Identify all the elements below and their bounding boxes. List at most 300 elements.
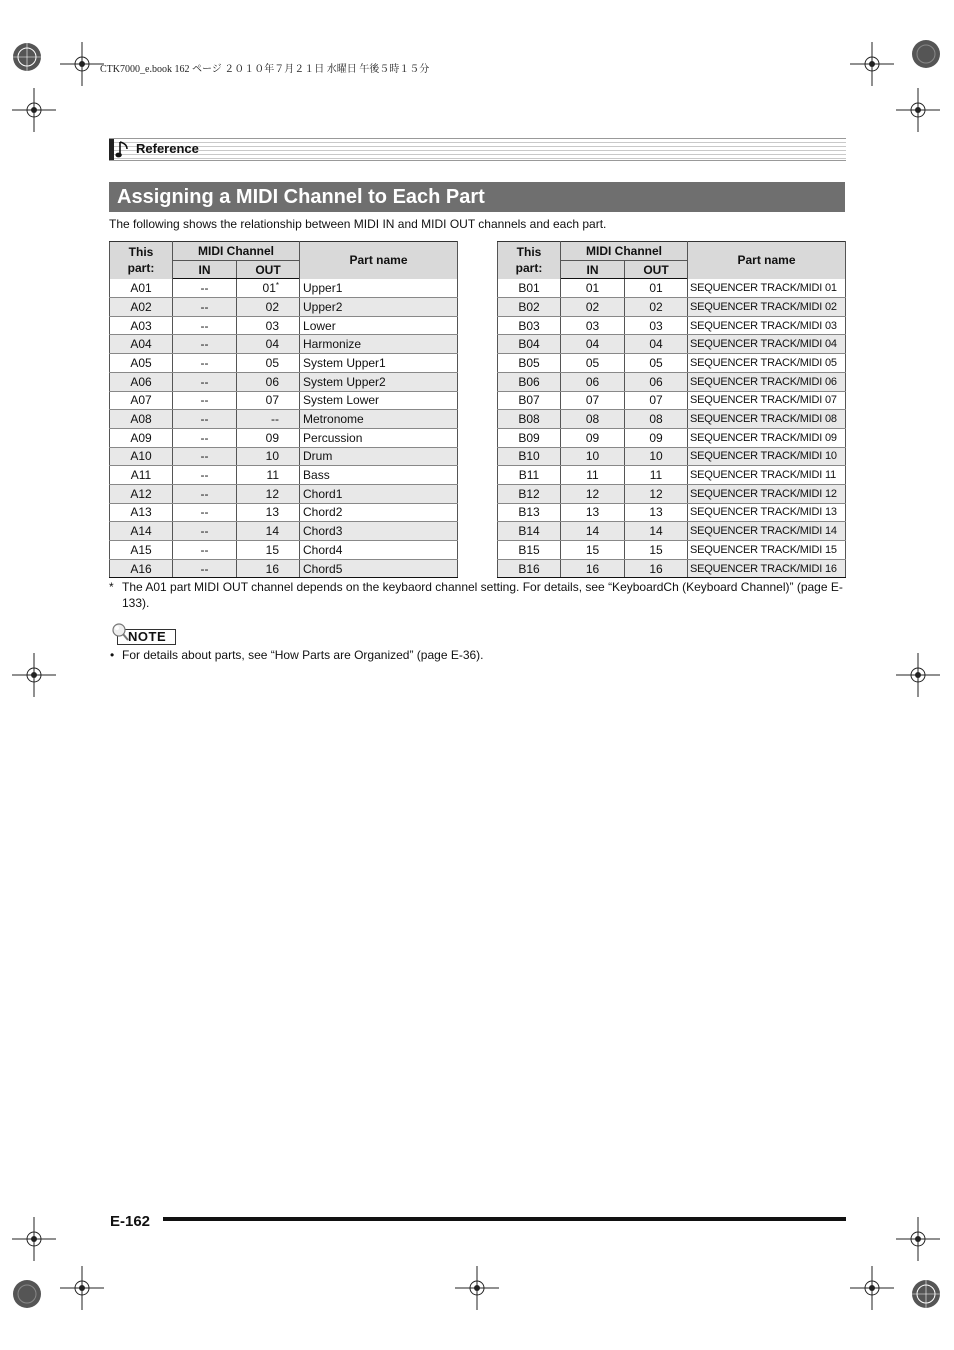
printer-slug-line: CTK7000_e.book 162 ページ ２０１０年７月２１日 水曜日 午後５時１５分: [100, 64, 430, 75]
header-part-name: Part name: [688, 242, 846, 279]
cell-part: [498, 503, 561, 522]
cell-part: [498, 559, 561, 578]
cell-midi-out-text: 14: [265, 524, 280, 539]
cell-part-name: [300, 466, 458, 485]
crosshair-mark-top-right: [848, 40, 898, 90]
cell-part-name-text: SEQUENCER TRACK/MIDI 07: [690, 394, 837, 407]
cell-midi-out-text: 05: [265, 355, 280, 370]
cell-part-text: B16: [518, 561, 540, 576]
cell-part: [498, 372, 561, 391]
cell-part-text: A05: [130, 355, 152, 370]
cell-part-name: [688, 466, 846, 485]
cell-part: [110, 428, 173, 447]
cell-part-name: [300, 316, 458, 335]
crosshair-mark-right-lower: [894, 1215, 944, 1265]
cell-part: [110, 372, 173, 391]
cell-midi-in: [561, 410, 625, 429]
cell-part-text: B14: [518, 524, 540, 539]
cell-midi-out: [237, 503, 300, 522]
header-this-part-line1: This: [128, 245, 154, 260]
cell-midi-out: [237, 447, 300, 466]
cell-midi-in: [173, 316, 237, 335]
cell-part: [110, 354, 173, 373]
header-out: OUT: [237, 260, 300, 279]
page-title-bar: [109, 182, 845, 212]
cell-midi-in: [561, 447, 625, 466]
cell-part-name-text: Chord4: [303, 542, 343, 557]
table-row: [110, 410, 458, 429]
page-number: E-162: [110, 1213, 151, 1230]
cell-midi-in-text: 13: [585, 505, 600, 520]
cell-part: [110, 447, 173, 466]
registration-mark-top-right: [900, 30, 954, 90]
header-this-part-line2: part:: [515, 261, 543, 276]
cell-part: [498, 447, 561, 466]
table-row: [110, 541, 458, 560]
header-midi-channel: MIDI Channel: [561, 242, 688, 261]
cell-part: [498, 410, 561, 429]
cell-part-name: [688, 354, 846, 373]
cell-part-name-text: Chord1: [303, 486, 343, 501]
cell-part-name: [300, 279, 458, 298]
cell-part: [498, 428, 561, 447]
table-row: [110, 372, 458, 391]
cell-part-text: A14: [130, 524, 152, 539]
cell-midi-in: [173, 447, 237, 466]
cell-part: [110, 391, 173, 410]
cell-part-name-text: SEQUENCER TRACK/MIDI 04: [690, 338, 837, 351]
cell-part-text: B01: [518, 280, 540, 295]
table-row: [498, 559, 846, 578]
cell-part-name-text: SEQUENCER TRACK/MIDI 15: [690, 543, 837, 556]
cell-part-text: A11: [130, 468, 152, 483]
cell-midi-out-text: 09: [649, 430, 663, 445]
cell-midi-in: [173, 410, 237, 429]
cell-midi-in: [561, 354, 625, 373]
cell-midi-in-text: --: [200, 393, 209, 408]
cell-midi-out-text: 03: [265, 318, 280, 333]
cell-midi-in: [561, 484, 625, 503]
cell-part: [110, 316, 173, 335]
cell-midi-in-text: --: [200, 561, 209, 576]
cell-part: [498, 541, 561, 560]
table-row: [110, 391, 458, 410]
cell-part-name: [688, 391, 846, 410]
cell-midi-in-text: 09: [585, 430, 600, 445]
cell-midi-in-text: --: [200, 449, 209, 464]
cell-part-name-text: SEQUENCER TRACK/MIDI 02: [690, 300, 837, 313]
cell-part-name: [688, 522, 846, 541]
table-row: [110, 522, 458, 541]
table-row: [498, 447, 846, 466]
cell-midi-in: [561, 466, 625, 485]
cell-part-name-text: SEQUENCER TRACK/MIDI 10: [690, 450, 837, 463]
cell-part: [110, 559, 173, 578]
cell-midi-out-text: 14: [649, 524, 663, 539]
cell-part: [498, 466, 561, 485]
header-part-name: Part name: [300, 242, 458, 279]
cell-part: [110, 335, 173, 354]
header-in: IN: [173, 260, 237, 279]
cell-midi-in-text: 10: [585, 449, 600, 464]
cell-midi-in: [173, 279, 237, 298]
crosshair-mark-left-middle: [10, 651, 60, 701]
cell-midi-out: [237, 335, 300, 354]
table-row: [498, 335, 846, 354]
cell-midi-in-text: --: [200, 299, 209, 314]
parts-table-b: [497, 241, 846, 578]
cell-midi-in: [173, 522, 237, 541]
cell-midi-out-text: 12: [265, 486, 280, 501]
crosshair-mark-right-upper: [894, 86, 944, 136]
cell-midi-out-text: 10: [265, 449, 280, 464]
cell-midi-in-text: --: [200, 374, 209, 389]
cell-part-text: B15: [518, 542, 540, 557]
registration-mark-bottom-right: [900, 1265, 954, 1325]
cell-part-name: [300, 354, 458, 373]
cell-midi-out: [237, 279, 300, 298]
cell-part-name-text: SEQUENCER TRACK/MIDI 09: [690, 431, 837, 444]
note-item: [110, 647, 484, 663]
cell-midi-out-text: 02: [265, 299, 280, 314]
cell-midi-out: [625, 428, 688, 447]
cell-midi-out-text: 07: [649, 393, 663, 408]
cell-part-name-text: SEQUENCER TRACK/MIDI 03: [690, 319, 837, 332]
cell-part-text: A09: [130, 430, 152, 445]
note-badge: [109, 622, 177, 646]
cell-midi-in: [561, 559, 625, 578]
cell-midi-out: [625, 335, 688, 354]
cell-midi-in-text: 04: [585, 337, 600, 352]
crosshair-mark-left-lower: [10, 1215, 60, 1265]
cell-midi-out: [237, 372, 300, 391]
cell-part-name-text: Metronome: [303, 412, 364, 427]
cell-part-name: [688, 559, 846, 578]
cell-midi-in-text: --: [200, 468, 209, 483]
cell-part-name-text: Percussion: [303, 430, 363, 445]
cell-part: [498, 335, 561, 354]
note-bullet: •: [110, 648, 115, 662]
cell-midi-out: [625, 391, 688, 410]
cell-part-name-text: System Lower: [303, 393, 380, 408]
cell-part-name: [300, 559, 458, 578]
page-title: Assigning a MIDI Channel to Each Part: [117, 186, 485, 208]
cell-part-text: A15: [130, 542, 152, 557]
cell-midi-in-text: --: [200, 355, 209, 370]
cell-midi-in-text: 12: [585, 486, 600, 501]
cell-part: [498, 391, 561, 410]
cell-midi-in-text: 11: [586, 468, 599, 483]
cell-midi-in-text: --: [200, 318, 209, 333]
cell-midi-out-text: 16: [265, 561, 280, 576]
cell-midi-in-text: 15: [585, 542, 600, 557]
cell-part-text: B10: [518, 449, 540, 464]
cell-midi-in-text: --: [200, 281, 209, 296]
cell-midi-in: [561, 503, 625, 522]
cell-midi-in: [561, 279, 625, 298]
cell-part: [110, 466, 173, 485]
cell-midi-out-text: 13: [265, 505, 280, 520]
cell-part-text: A16: [130, 561, 152, 576]
cell-part-name: [300, 503, 458, 522]
cell-part-text: A02: [130, 299, 152, 314]
cell-midi-out: [237, 428, 300, 447]
footer-rule: [163, 1217, 846, 1221]
cell-midi-out: [237, 410, 300, 429]
cell-part-name: [688, 372, 846, 391]
cell-midi-in-text: --: [200, 486, 209, 501]
cell-part-name: [688, 428, 846, 447]
cell-part-name: [300, 447, 458, 466]
cell-midi-out: [237, 354, 300, 373]
cell-midi-out-text: 09: [265, 430, 280, 445]
header-this-part: [110, 242, 173, 279]
cell-part: [498, 298, 561, 317]
cell-part-name-text: SEQUENCER TRACK/MIDI 06: [690, 375, 837, 388]
cell-part-text: B11: [518, 468, 540, 483]
cell-midi-in-text: 06: [585, 374, 600, 389]
cell-part-name: [688, 484, 846, 503]
cell-part: [110, 298, 173, 317]
cell-midi-out-text: 07: [265, 393, 280, 408]
table-row: [498, 410, 846, 429]
cell-part-name: [688, 316, 846, 335]
cell-midi-in: [173, 372, 237, 391]
table-row: [498, 484, 846, 503]
cell-midi-out: [625, 354, 688, 373]
cell-midi-out: [625, 447, 688, 466]
cell-midi-in-text: 16: [585, 561, 600, 576]
cell-part-name: [300, 541, 458, 560]
cell-part-name: [300, 428, 458, 447]
cell-midi-out-text: 15: [649, 542, 663, 557]
cell-part: [498, 316, 561, 335]
cell-midi-out-text: 11: [649, 468, 663, 483]
cell-part-text: B12: [518, 486, 540, 501]
table-row: [110, 335, 458, 354]
cell-part-name-text: SEQUENCER TRACK/MIDI 13: [690, 506, 837, 519]
magnifier-icon: [109, 622, 131, 649]
cell-part-name-text: SEQUENCER TRACK/MIDI 05: [690, 356, 837, 369]
cell-part-name-text: Lower: [303, 318, 336, 333]
cell-part-name-text: SEQUENCER TRACK/MIDI 12: [690, 487, 837, 500]
header-this-part-line2: part:: [127, 261, 155, 276]
footnote-asterisk: *: [109, 580, 114, 594]
cell-part-name-text: System Upper1: [303, 355, 386, 370]
cell-part-text: B09: [518, 430, 540, 445]
registration-mark-top-left: [0, 30, 60, 90]
cell-part: [498, 279, 561, 298]
cell-midi-out-text: 06: [265, 374, 280, 389]
cell-part: [110, 410, 173, 429]
table-row: [110, 354, 458, 373]
cell-part-name: [300, 410, 458, 429]
cell-midi-out-text: 16: [649, 561, 663, 576]
table-row: [110, 316, 458, 335]
cell-midi-in: [561, 522, 625, 541]
cell-midi-in: [173, 503, 237, 522]
table-row: [498, 372, 846, 391]
cell-part-text: B13: [518, 505, 540, 520]
cell-midi-in: [173, 354, 237, 373]
cell-midi-out-text: 13: [649, 505, 663, 520]
cell-part-name-text: SEQUENCER TRACK/MIDI 08: [690, 413, 837, 426]
cell-midi-in: [561, 298, 625, 317]
table-row: [110, 298, 458, 317]
cell-part-name: [300, 522, 458, 541]
footnote-ref-asterisk: *: [275, 281, 280, 291]
cell-midi-in: [561, 372, 625, 391]
cell-midi-in: [173, 335, 237, 354]
cell-part-text: B02: [518, 299, 540, 314]
cell-midi-out: [625, 372, 688, 391]
cell-midi-out: [237, 391, 300, 410]
cell-midi-in-text: 08: [585, 412, 600, 427]
cell-midi-out-text: 15: [265, 542, 280, 557]
table-row: [498, 466, 846, 485]
cell-midi-out-text: 12: [649, 486, 663, 501]
cell-midi-out-text: 10: [649, 449, 663, 464]
table-row: [110, 466, 458, 485]
table-row: [498, 541, 846, 560]
crosshair-mark-left-upper: [10, 86, 60, 136]
note-text: For details about parts, see “How Parts are Organized” (page E-36).: [122, 648, 484, 662]
cell-midi-out: [625, 410, 688, 429]
table-row: [110, 279, 458, 298]
cell-midi-out: [237, 484, 300, 503]
table-row: [498, 279, 846, 298]
header-out: OUT: [625, 260, 688, 279]
cell-midi-out-text: 02: [649, 299, 663, 314]
cell-midi-out: [625, 279, 688, 298]
cell-part-text: A12: [130, 486, 152, 501]
cell-midi-out-text: 01: [649, 281, 663, 296]
cell-part-name-text: Upper2: [303, 299, 343, 314]
header-this-part-line1: This: [516, 245, 542, 260]
cell-midi-out-text: 08: [649, 412, 663, 427]
table-row: [498, 522, 846, 541]
cell-part-text: A01: [130, 280, 152, 295]
cell-part-name-text: Harmonize: [303, 337, 362, 352]
cell-part-name-text: SEQUENCER TRACK/MIDI 11: [690, 469, 836, 482]
cell-midi-out: [237, 541, 300, 560]
cell-midi-in: [561, 428, 625, 447]
cell-part-text: A10: [130, 449, 152, 464]
cell-midi-in: [173, 298, 237, 317]
cell-midi-out-text: 06: [649, 374, 663, 389]
cell-midi-in-text: --: [200, 412, 209, 427]
cell-midi-out: [625, 316, 688, 335]
cell-part-name: [688, 298, 846, 317]
section-header-bar: [109, 138, 846, 161]
cell-part-text: B06: [518, 374, 540, 389]
table-row: [110, 447, 458, 466]
table-row: [498, 316, 846, 335]
cell-part-text: B07: [518, 393, 540, 408]
intro-text: The following shows the relationship between MIDI IN and MIDI OUT channels and each part.: [109, 217, 607, 231]
cell-part-name: [688, 335, 846, 354]
cell-midi-out: [237, 559, 300, 578]
cell-part-name: [688, 503, 846, 522]
cell-midi-in-text: --: [200, 337, 209, 352]
table-row: [110, 559, 458, 578]
crosshair-mark-bottom-right: [848, 1264, 898, 1314]
cell-part-text: A08: [130, 412, 152, 427]
header-this-part: [498, 242, 561, 279]
table-row: [498, 391, 846, 410]
music-note-icon: [115, 140, 133, 164]
table-row: [498, 428, 846, 447]
cell-midi-in: [561, 335, 625, 354]
footnote-text: The A01 part MIDI OUT channel depends on the keybaord channel setting. For details, see “KeyboardCh (Keyboard Channel)” (page E-133).: [122, 580, 843, 610]
cell-midi-out: [625, 484, 688, 503]
cell-part-name-text: Chord2: [303, 505, 343, 520]
cell-midi-in: [173, 391, 237, 410]
cell-midi-in: [561, 316, 625, 335]
cell-part-text: A07: [130, 393, 152, 408]
cell-midi-out: [625, 466, 688, 485]
cell-midi-out: [625, 522, 688, 541]
cell-midi-in: [173, 484, 237, 503]
cell-part-text: A13: [130, 505, 152, 520]
cell-part: [498, 354, 561, 373]
table-row: [110, 428, 458, 447]
cell-part-name-text: Chord3: [303, 524, 343, 539]
cell-midi-in-text: 01: [585, 281, 600, 296]
cell-part-name-text: Bass: [303, 468, 330, 483]
cell-midi-in-text: 07: [585, 393, 600, 408]
cell-part: [498, 484, 561, 503]
cell-part-name: [688, 279, 846, 298]
cell-midi-out: [237, 522, 300, 541]
cell-midi-out: [237, 466, 300, 485]
table-row: [498, 503, 846, 522]
cell-midi-out: [237, 298, 300, 317]
cell-part-name: [300, 335, 458, 354]
table-row: [498, 298, 846, 317]
crosshair-mark-bottom-left: [60, 1264, 110, 1314]
crosshair-mark-bottom-center: [453, 1264, 503, 1314]
cell-part: [498, 522, 561, 541]
cell-part: [110, 279, 173, 298]
cell-midi-out: [625, 503, 688, 522]
section-label: Reference: [136, 141, 199, 156]
cell-midi-out-text: --: [271, 412, 280, 427]
cell-midi-in: [173, 541, 237, 560]
cell-midi-out: [625, 541, 688, 560]
header-midi-channel: MIDI Channel: [173, 242, 300, 261]
cell-part-text: B08: [518, 412, 540, 427]
parts-table-a: [109, 241, 458, 578]
cell-midi-out-text: 05: [649, 355, 663, 370]
cell-part-name: [300, 391, 458, 410]
table-row: [498, 354, 846, 373]
cell-part-text: A04: [130, 337, 152, 352]
table-row: [110, 484, 458, 503]
cell-midi-out-text: 03: [649, 318, 663, 333]
cell-part-text: A03: [130, 318, 152, 333]
cell-part-name: [300, 372, 458, 391]
note-label: NOTE: [128, 629, 167, 644]
cell-midi-in: [561, 541, 625, 560]
cell-midi-in: [173, 428, 237, 447]
cell-midi-in-text: 05: [585, 355, 600, 370]
cell-part-name: [688, 541, 846, 560]
cell-midi-in-text: 02: [585, 299, 600, 314]
cell-part-text: B03: [518, 318, 540, 333]
cell-midi-out-text: 04: [265, 337, 280, 352]
cell-part-name-text: Upper1: [303, 280, 343, 295]
